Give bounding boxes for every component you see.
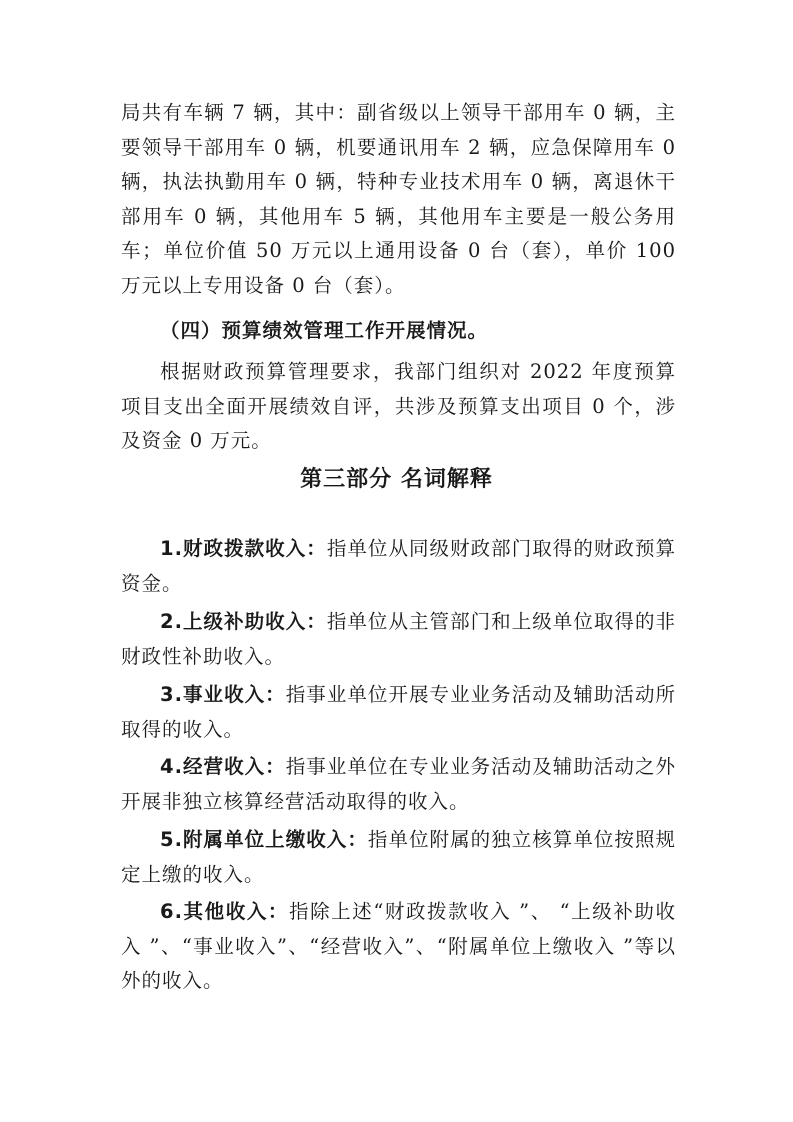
definition-term: 5.附属单位上缴收入：: [160, 828, 368, 851]
section-heading-performance: （四）预算绩效管理工作开展情况。: [160, 319, 489, 342]
definition-term: 2.上级补助收入：: [160, 610, 327, 633]
definition-term: 3.事业收入：: [160, 683, 286, 706]
definition-text: 指单位从主管部门和上级单位取得的非财政性补助收入。: [121, 610, 676, 668]
definition-text: 指单位从同级财政部门取得的财政预算资金。: [121, 537, 676, 595]
definition-item-6: [121, 895, 676, 999]
definition-term: 4.经营收入：: [160, 755, 286, 778]
part-title: 第三部分 名词解释: [300, 467, 493, 492]
definition-text: 指单位附属的独立核算单位按照规定上缴的收入。: [121, 828, 676, 886]
definition-text: 指事业单位开展专业业务活动及辅助活动所取得的收入。: [121, 683, 676, 741]
definition-text: 指事业单位在专业业务活动及辅助活动之外开展非独立核算经营活动取得的收入。: [121, 755, 676, 813]
definition-item-3: [121, 678, 676, 747]
definition-term: 6.其他收入：: [160, 900, 289, 923]
definition-item-5: [121, 823, 676, 892]
vehicles-paragraph: 局共有车辆 7 辆，其中：副省级以上领导干部用车 0 辆，主要领导干部用车 0 辆，机要通讯用车 2 辆，应急保障用车 0 辆，执法执勤用车 0 辆，特种专业技术用车 0 辆，离退休干部用车 0 辆，其他用车 5 辆，其他用车主要是一般公务用车；单位价值 50 万元以上通用设备 0 台（套），单价 100 万元以上专用设备 0 台（套）。: [121, 101, 676, 297]
definition-text: 指除上述“财政拨款收入 ”、 “上级补助收入 ”、“事业收入”、“经营收入”、“附属单位上缴收入 ”等以外的收入。: [121, 900, 676, 992]
definition-item-1: [121, 532, 676, 601]
definition-item-2: [121, 605, 676, 674]
definition-term: 1.财政拨款收入：: [160, 537, 327, 560]
performance-paragraph: 根据财政预算管理要求，我部门组织对 2022 年度预算项目支出全面开展绩效自评，共涉及预算支出项目 0 个，涉及资金 0 万元。: [121, 360, 676, 452]
definition-item-4: [121, 750, 676, 819]
